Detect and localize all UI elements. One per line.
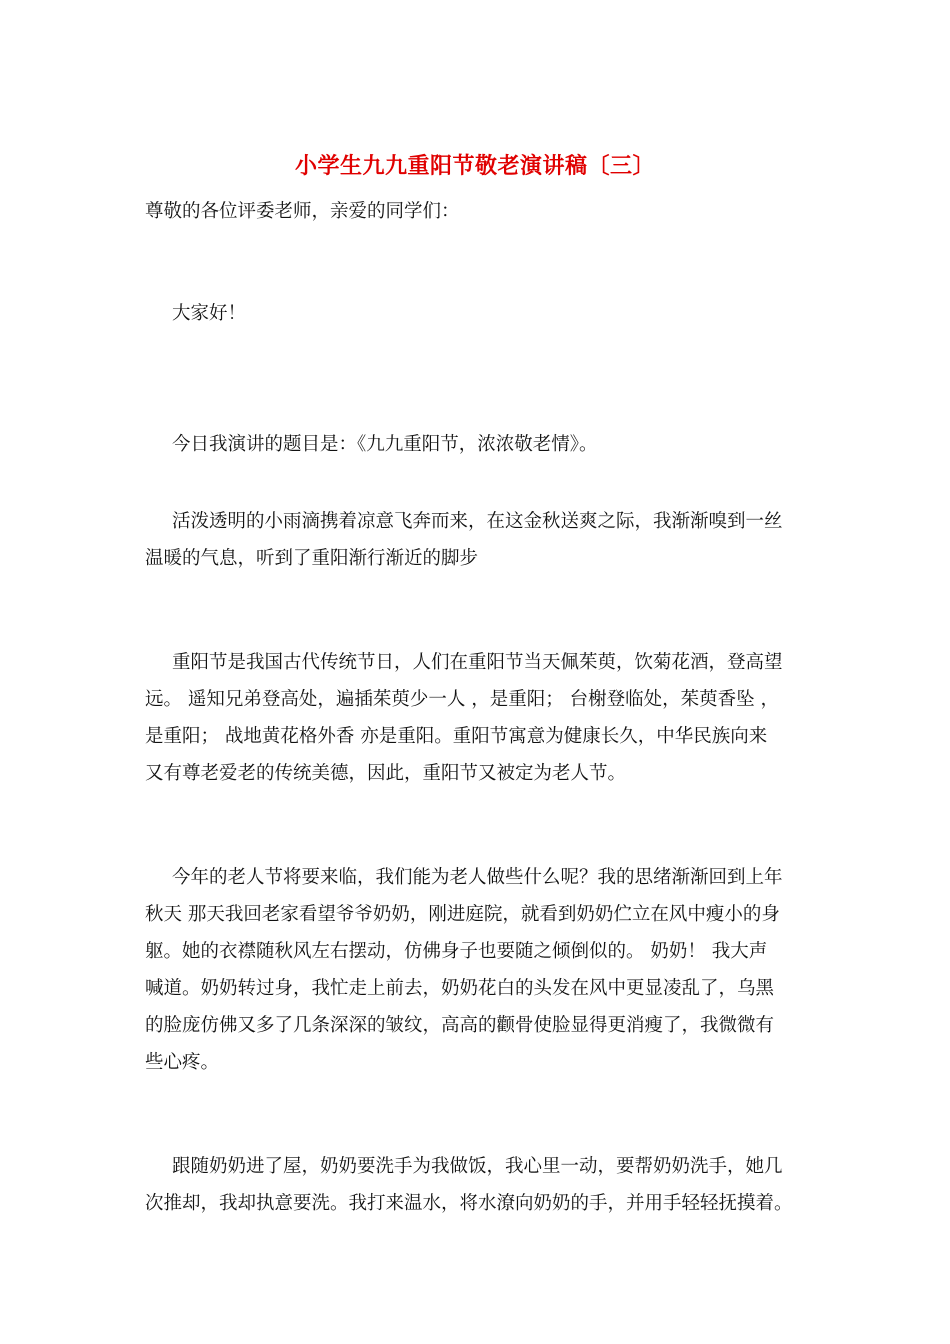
paragraph-line: 今年的老人节将要来临，我们能为老人做些什么呢？我的思绪渐渐回到上年 (172, 867, 783, 888)
paragraph-line: 又有尊老爱老的传统美德，因此，重阳节又被定为老人节。 (145, 763, 627, 784)
paragraph-line: 次推却，我却执意要洗。我打来温水，将水潦向奶奶的手，并用手轻轻抚摸着。 (145, 1193, 793, 1214)
paragraph-line: 是重阳； 战地黄花格外香 亦是重阳。重阳节寓意为健康长久，中华民族向来 (145, 726, 768, 747)
salutation: 尊敬的各位评委老师，亲爱的同学们： (145, 201, 460, 222)
paragraph-line: 今日我演讲的题目是：《九九重阳节，浓浓敬老情》。 (172, 434, 598, 455)
paragraph-line: 秋天 那天我回老家看望爷爷奶奶，刚进庭院，就看到奶奶伫立在风中瘦小的身 (145, 904, 780, 925)
paragraph-line: 的脸庞仿佛又多了几条深深的皱纹，高高的颧骨使脸显得更消瘦了，我微微有 (145, 1015, 775, 1036)
paragraph-line: 活泼透明的小雨滴携着凉意飞奔而来，在这金秋送爽之际，我渐渐嗅到一丝 (172, 511, 783, 532)
paragraph-line: 喊道。奶奶转过身，我忙走上前去，奶奶花白的头发在风中更显凌乱了，乌黑 (145, 978, 775, 999)
paragraph-line: 重阳节是我国古代传统节日，人们在重阳节当天佩茱萸，饮菊花酒，登高望 (172, 652, 783, 673)
paragraph-line: 远。 遥知兄弟登高处，遍插茱萸少一人 ，是重阳； 台榭登临处，茱萸香坠 ， (145, 689, 780, 710)
paragraph-line: 些心疼。 (145, 1052, 220, 1073)
paragraph-line: 大家好！ (172, 303, 247, 324)
document-title: 小学生九九重阳节敬老演讲稿〔三〕 (294, 153, 655, 179)
paragraph-line: 躯。她的衣襟随秋风左右摆动，仿佛身子也要随之倾倒似的。 奶奶！ 我大声 (145, 941, 768, 962)
paragraph-line: 温暖的气息，听到了重阳渐行渐近的脚步 (145, 548, 479, 569)
paragraph-line: 跟随奶奶进了屋，奶奶要洗手为我做饭，我心里一动，要帮奶奶洗手，她几 (172, 1156, 783, 1177)
